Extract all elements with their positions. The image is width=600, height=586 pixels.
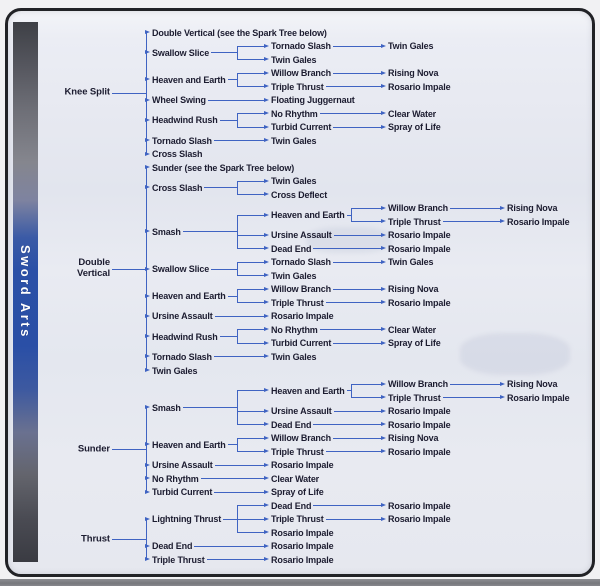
arrowhead-icon <box>381 327 386 331</box>
connector-bracket <box>237 73 238 88</box>
arrowhead-icon <box>264 517 269 521</box>
skill-node-label: Sunder <box>77 443 110 455</box>
connector-line <box>214 140 264 141</box>
skill-node-label: Rosario Impale <box>388 405 451 416</box>
skill-node-label: Turbid Current <box>271 121 332 132</box>
arrowhead-icon <box>145 334 150 338</box>
connector-bracket <box>237 329 238 344</box>
connector-line <box>351 384 381 385</box>
connector-line <box>208 100 264 101</box>
arrowhead-icon <box>500 382 505 386</box>
connector-line <box>326 451 381 452</box>
connector-line <box>194 546 264 547</box>
arrowhead-icon <box>381 409 386 413</box>
arrowhead-icon <box>145 77 150 81</box>
skill-node-label: Tornado Slash <box>271 257 331 268</box>
skill-node-label: Double Vertical <box>76 257 110 279</box>
skill-node-label: Cross Slash <box>152 148 203 159</box>
arrowhead-icon <box>264 327 269 331</box>
arrowhead-icon <box>145 463 150 467</box>
arrowhead-icon <box>264 557 269 561</box>
skill-node-label: Heaven and Earth <box>152 290 226 301</box>
connector-line <box>334 235 381 236</box>
connector-bracket <box>237 181 238 196</box>
skill-node-label: Turbid Current <box>271 338 332 349</box>
skill-node-label: Wheel Swing <box>152 94 206 105</box>
connector-line <box>112 93 146 94</box>
arrowhead-icon <box>381 395 386 399</box>
arrowhead-icon <box>381 219 386 223</box>
arrowhead-icon <box>500 395 505 399</box>
connector-line <box>237 248 264 249</box>
connector-line <box>211 52 237 53</box>
arrowhead-icon <box>381 287 386 291</box>
skill-node-label: Rosario Impale <box>271 311 334 322</box>
skill-node-label: Triple Thrust <box>271 446 324 457</box>
skill-node-label: Rosario Impale <box>388 297 451 308</box>
skill-node-label: Headwind Rush <box>152 115 218 126</box>
arrowhead-icon <box>145 354 150 358</box>
arrowhead-icon <box>145 165 150 169</box>
arrowhead-icon <box>381 449 386 453</box>
connector-line <box>333 289 381 290</box>
connector-line <box>204 187 237 188</box>
skill-node-label: Rosario Impale <box>507 216 570 227</box>
skill-node-label: Willow Branch <box>271 432 331 443</box>
arrowhead-icon <box>264 246 269 250</box>
connector-line <box>207 559 264 560</box>
skill-node-label: Floating Juggernaut <box>271 94 355 105</box>
skill-node-label: Ursine Assault <box>152 311 213 322</box>
skill-node-label: Heaven and Earth <box>271 209 345 220</box>
connector-line <box>237 505 264 506</box>
connector-bracket <box>237 215 238 250</box>
skill-node-label: Rosario Impale <box>388 419 451 430</box>
skill-node-label: Ursine Assault <box>271 230 332 241</box>
skill-node-label: Thrust <box>81 532 110 544</box>
skill-node-label: Willow Branch <box>271 284 331 295</box>
arrowhead-icon <box>264 179 269 183</box>
skill-node-label: Rosario Impale <box>271 554 334 565</box>
connector-line <box>228 79 237 80</box>
arrowhead-icon <box>145 368 150 372</box>
skill-node-label: Twin Gales <box>271 270 317 281</box>
connector-line <box>237 289 264 290</box>
skill-node-label: Headwind Rush <box>152 331 218 342</box>
skill-node-label: Clear Water <box>388 108 437 119</box>
skill-node-label: Triple Thrust <box>388 216 441 227</box>
arrowhead-icon <box>145 442 150 446</box>
arrowhead-icon <box>264 84 269 88</box>
connector-line <box>237 86 264 87</box>
arrowhead-icon <box>145 118 150 122</box>
connector-line <box>223 519 237 520</box>
connector-line <box>183 407 237 408</box>
arrowhead-icon <box>145 138 150 142</box>
arrowhead-icon <box>145 405 150 409</box>
skill-node-label: Rosario Impale <box>388 513 451 524</box>
arrowhead-icon <box>264 449 269 453</box>
arrowhead-icon <box>145 476 150 480</box>
connector-line <box>237 329 264 330</box>
arrowhead-icon <box>264 44 269 48</box>
arrowhead-icon <box>145 185 150 189</box>
skill-node-label: Twin Gales <box>152 365 198 376</box>
skill-node-label: Double Vertical (see the Spark Tree below) <box>152 27 327 38</box>
arrowhead-icon <box>145 50 150 54</box>
arrowhead-icon <box>145 30 150 34</box>
arrowhead-icon <box>264 57 269 61</box>
arrowhead-icon <box>264 287 269 291</box>
connector-line <box>333 127 381 128</box>
connector-line <box>237 390 264 391</box>
arrowhead-icon <box>500 206 505 210</box>
skill-node-label: Dead End <box>271 500 312 511</box>
arrowhead-icon <box>381 111 386 115</box>
connector-line <box>333 73 381 74</box>
skill-node-label: Turbid Current <box>152 486 213 497</box>
skill-node-label: Rising Nova <box>388 284 439 295</box>
skill-node-label: No Rhythm <box>152 473 199 484</box>
connector-line <box>237 275 264 276</box>
arrowhead-icon <box>264 422 269 426</box>
connector-line <box>215 465 264 466</box>
skill-node-label: Smash <box>152 402 181 413</box>
skill-node-label: Knee Split <box>64 86 110 98</box>
skill-node-label: Lightning Thrust <box>152 513 222 524</box>
connector-line <box>237 424 264 425</box>
arrowhead-icon <box>145 557 150 561</box>
skill-node-label: Rising Nova <box>388 67 439 78</box>
skill-node-label: Twin Gales <box>271 175 317 186</box>
arrowhead-icon <box>500 219 505 223</box>
connector-line <box>237 215 264 216</box>
arrowhead-icon <box>381 44 386 48</box>
skill-node-label: Willow Branch <box>271 67 331 78</box>
arrowhead-icon <box>145 517 150 521</box>
connector-bracket <box>237 113 238 128</box>
skill-node-label: Rosario Impale <box>388 243 451 254</box>
connector-line <box>237 451 264 452</box>
connector-line <box>326 302 381 303</box>
arrowhead-icon <box>381 206 386 210</box>
connector-line <box>333 343 381 344</box>
skill-node-label: Rosario Impale <box>507 392 570 403</box>
skill-node-label: Twin Gales <box>388 257 434 268</box>
skill-node-label: Rising Nova <box>388 432 439 443</box>
connector-line <box>215 316 264 317</box>
skill-node-label: Rosario Impale <box>271 527 334 538</box>
connector-line <box>214 356 264 357</box>
skill-node-label: No Rhythm <box>271 108 318 119</box>
connector-bracket <box>237 438 238 453</box>
arrowhead-icon <box>264 273 269 277</box>
connector-line <box>237 532 264 533</box>
skill-node-label: Willow Branch <box>388 378 448 389</box>
connector-line <box>351 208 381 209</box>
connector-line <box>334 411 381 412</box>
connector-line <box>443 397 500 398</box>
connector-bracket <box>146 519 147 561</box>
skill-node-label: Rosario Impale <box>388 446 451 457</box>
connector-line <box>112 539 146 540</box>
skill-node-label: Tornado Slash <box>152 351 212 362</box>
connector-line <box>320 113 381 114</box>
arrowhead-icon <box>264 503 269 507</box>
arrowhead-icon <box>264 476 269 480</box>
connector-line <box>112 269 146 270</box>
skill-node-label: Spray of Life <box>388 121 441 132</box>
arrowhead-icon <box>264 233 269 237</box>
connector-line <box>228 444 237 445</box>
connector-line <box>220 120 237 121</box>
skill-node-label: Rosario Impale <box>388 81 451 92</box>
connector-line <box>237 181 264 182</box>
connector-line <box>333 46 381 47</box>
arrowhead-icon <box>145 267 150 271</box>
connector-line <box>351 397 381 398</box>
arrowhead-icon <box>381 246 386 250</box>
arrowhead-icon <box>145 490 150 494</box>
arrowhead-icon <box>264 409 269 413</box>
skill-node-label: Heaven and Earth <box>152 74 226 85</box>
connector-line <box>237 438 264 439</box>
arrowhead-icon <box>264 111 269 115</box>
connector-line <box>450 384 500 385</box>
connector-line <box>183 231 237 232</box>
connector-bracket <box>351 384 352 399</box>
skill-node-label: Swallow Slice <box>152 47 210 58</box>
arrowhead-icon <box>264 463 269 467</box>
skill-node-label: Rising Nova <box>507 378 558 389</box>
connector-line <box>313 248 381 249</box>
connector-line <box>214 492 264 493</box>
arrowhead-icon <box>264 213 269 217</box>
skill-node-label: Ursine Assault <box>152 459 213 470</box>
connector-line <box>237 46 264 47</box>
arrowhead-icon <box>264 71 269 75</box>
connector-line <box>237 262 264 263</box>
arrowhead-icon <box>264 98 269 102</box>
skill-node-label: Rosario Impale <box>271 459 334 470</box>
skill-node-label: Twin Gales <box>271 54 317 65</box>
arrowhead-icon <box>264 388 269 392</box>
skill-node-label: Cross Deflect <box>271 189 328 200</box>
skill-node-label: Triple Thrust <box>271 513 324 524</box>
skill-node-label: Triple Thrust <box>271 297 324 308</box>
skill-node-label: Spray of Life <box>388 338 441 349</box>
skill-node-label: Cross Slash <box>152 182 203 193</box>
connector-line <box>237 235 264 236</box>
skill-node-label: Tornado Slash <box>271 40 331 51</box>
connector-line <box>228 296 237 297</box>
skill-node-label: Sunder (see the Spark Tree below) <box>152 162 295 173</box>
connector-bracket <box>237 46 238 61</box>
skill-node-label: Triple Thrust <box>152 554 205 565</box>
arrowhead-icon <box>145 98 150 102</box>
arrowhead-icon <box>145 229 150 233</box>
arrowhead-icon <box>145 314 150 318</box>
skill-node-label: Rising Nova <box>507 203 558 214</box>
arrowhead-icon <box>264 530 269 534</box>
arrowhead-icon <box>264 314 269 318</box>
skill-node-label: Tornado Slash <box>152 135 212 146</box>
skill-node-label: Swallow Slice <box>152 263 210 274</box>
skill-node-label: Dead End <box>152 541 193 552</box>
connector-line <box>326 86 381 87</box>
skill-node-label: Clear Water <box>271 473 320 484</box>
skill-node-label: Smash <box>152 226 181 237</box>
connector-line <box>220 336 237 337</box>
skill-node-label: Ursine Assault <box>271 405 332 416</box>
arrowhead-icon <box>264 341 269 345</box>
connector-line <box>237 113 264 114</box>
arrowhead-icon <box>381 341 386 345</box>
sidebar-title: Sword Arts <box>18 245 33 339</box>
arrowhead-icon <box>264 192 269 196</box>
connector-line <box>313 424 381 425</box>
skill-node-label: Triple Thrust <box>271 81 324 92</box>
connector-line <box>333 262 381 263</box>
arrowhead-icon <box>381 71 386 75</box>
skill-node-label: Heaven and Earth <box>271 385 345 396</box>
arrowhead-icon <box>264 436 269 440</box>
skill-node-label: Rosario Impale <box>271 541 334 552</box>
arrowhead-icon <box>264 354 269 358</box>
arrowhead-icon <box>381 84 386 88</box>
connector-line <box>313 505 381 506</box>
connector-line <box>237 73 264 74</box>
connector-line <box>237 519 264 520</box>
arrowhead-icon <box>264 544 269 548</box>
arrowhead-icon <box>381 233 386 237</box>
connector-line <box>201 478 264 479</box>
arrowhead-icon <box>145 152 150 156</box>
connector-bracket <box>237 390 238 425</box>
connector-line <box>237 127 264 128</box>
arrowhead-icon <box>381 382 386 386</box>
connector-line <box>237 194 264 195</box>
connector-line <box>237 343 264 344</box>
page-bottom-band <box>0 579 600 586</box>
skill-node-label: Dead End <box>271 419 312 430</box>
connector-line <box>443 221 500 222</box>
skill-node-label: No Rhythm <box>271 324 318 335</box>
skill-node-label: Spray of Life <box>271 486 324 497</box>
skill-node-label: Twin Gales <box>271 351 317 362</box>
connector-bracket <box>237 262 238 277</box>
arrowhead-icon <box>381 517 386 521</box>
arrowhead-icon <box>264 300 269 304</box>
connector-line <box>237 59 264 60</box>
skill-node-label: Twin Gales <box>388 40 434 51</box>
skill-node-label: Clear Water <box>388 324 437 335</box>
arrowhead-icon <box>381 125 386 129</box>
arrowhead-icon <box>264 260 269 264</box>
arrowhead-icon <box>381 503 386 507</box>
arrowhead-icon <box>381 300 386 304</box>
skill-node-label: Rosario Impale <box>388 500 451 511</box>
connector-line <box>320 329 381 330</box>
arrowhead-icon <box>381 436 386 440</box>
connector-bracket <box>237 289 238 304</box>
connector-line <box>112 449 146 450</box>
connector-line <box>237 411 264 412</box>
arrowhead-icon <box>381 260 386 264</box>
arrowhead-icon <box>381 422 386 426</box>
connector-line <box>333 438 381 439</box>
skill-node-label: Willow Branch <box>388 203 448 214</box>
connector-bracket <box>351 208 352 223</box>
arrowhead-icon <box>264 125 269 129</box>
skill-node-label: Dead End <box>271 243 312 254</box>
connector-line <box>450 208 500 209</box>
connector-line <box>237 302 264 303</box>
connector-line <box>326 519 381 520</box>
skill-node-label: Twin Gales <box>271 135 317 146</box>
connector-line <box>351 221 381 222</box>
arrowhead-icon <box>145 544 150 548</box>
skill-node-label: Heaven and Earth <box>152 439 226 450</box>
skill-node-label: Rosario Impale <box>388 230 451 241</box>
connector-line <box>211 269 237 270</box>
arrowhead-icon <box>145 294 150 298</box>
skill-node-label: Triple Thrust <box>388 392 441 403</box>
arrowhead-icon <box>264 138 269 142</box>
arrowhead-icon <box>264 490 269 494</box>
